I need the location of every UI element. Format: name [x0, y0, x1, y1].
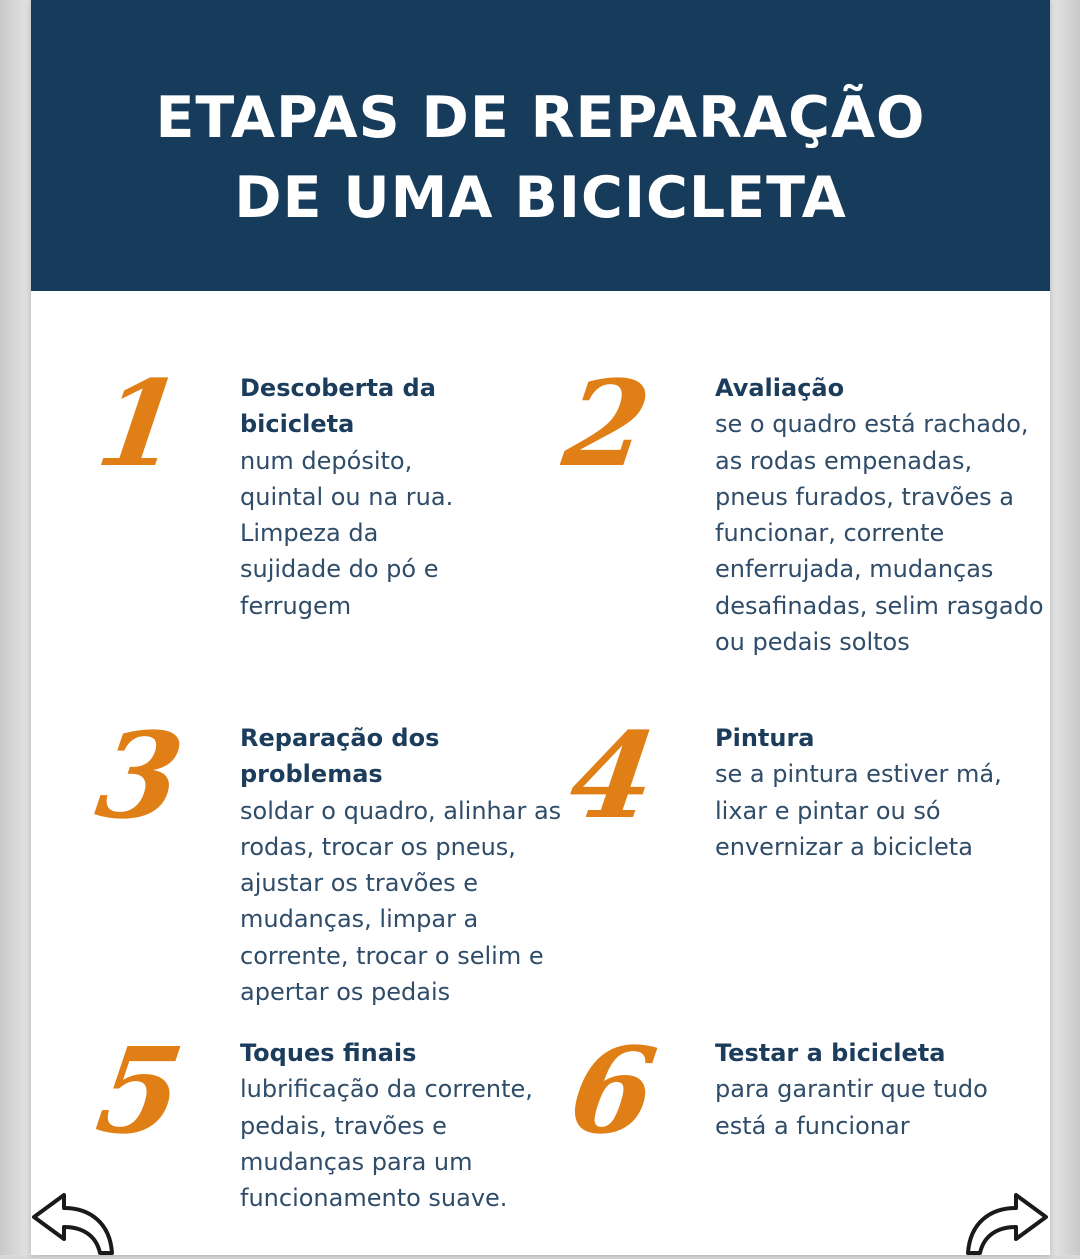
title-line-2: DE UMA BICICLETA	[234, 165, 847, 231]
step-2-text	[715, 370, 1050, 660]
step-number-1: 1	[89, 354, 191, 493]
step-2-title: Avaliação	[715, 374, 845, 402]
page-title	[31, 78, 1050, 238]
step-number-3: 3	[89, 706, 191, 845]
step-1-body: num depósito, quintal ou na rua. Limpeza da sujidade do pó e ferrugem	[240, 446, 454, 620]
infographic-page	[31, 0, 1050, 1255]
step-3-text	[240, 720, 585, 1010]
previous-page-button[interactable]	[30, 1189, 116, 1255]
step-number-6: 6	[562, 1021, 664, 1160]
step-2-body: se o quadro está rachado, as rodas empenadas, pneus furados, travões a funcionar, corrente enferrujada, mudanças desafinadas, selim rasgado ou pedais soltos	[715, 410, 1044, 657]
next-page-button[interactable]	[964, 1189, 1050, 1255]
step-1-text	[240, 370, 480, 624]
step-1-title: Descoberta da bicicleta	[240, 374, 436, 439]
step-3-body: soldar o quadro, alinhar as rodas, trocar os pneus, ajustar os travões e mudanças, limpar a corrente, trocar o selim e apertar os pedais	[240, 796, 562, 1007]
title-line-1: ETAPAS DE REPARAÇÃO	[155, 85, 926, 151]
step-4-text	[715, 720, 1015, 865]
left-page-edge	[0, 0, 32, 1255]
step-6-body: para garantir que tudo está a funcionar	[715, 1075, 988, 1140]
step-number-2: 2	[556, 354, 658, 493]
step-5-title: Toques finais	[240, 1039, 417, 1067]
step-3-title: Reparação dos problemas	[240, 724, 440, 789]
step-number-4: 4	[562, 706, 664, 845]
step-4-title: Pintura	[715, 724, 815, 752]
step-5-text	[240, 1035, 560, 1216]
title-banner	[31, 0, 1050, 291]
arrow-left-icon	[30, 1189, 116, 1255]
step-number-5: 5	[89, 1021, 191, 1160]
right-page-edge	[1050, 0, 1080, 1255]
step-6-text	[715, 1035, 995, 1144]
arrow-right-icon	[964, 1189, 1050, 1255]
step-5-body: lubrificação da corrente, pedais, travões e mudanças para um funcionamento suave.	[240, 1075, 533, 1213]
step-4-body: se a pintura estiver má, lixar e pintar ou só envernizar a bicicleta	[715, 760, 1002, 861]
step-6-title: Testar a bicicleta	[715, 1039, 946, 1067]
